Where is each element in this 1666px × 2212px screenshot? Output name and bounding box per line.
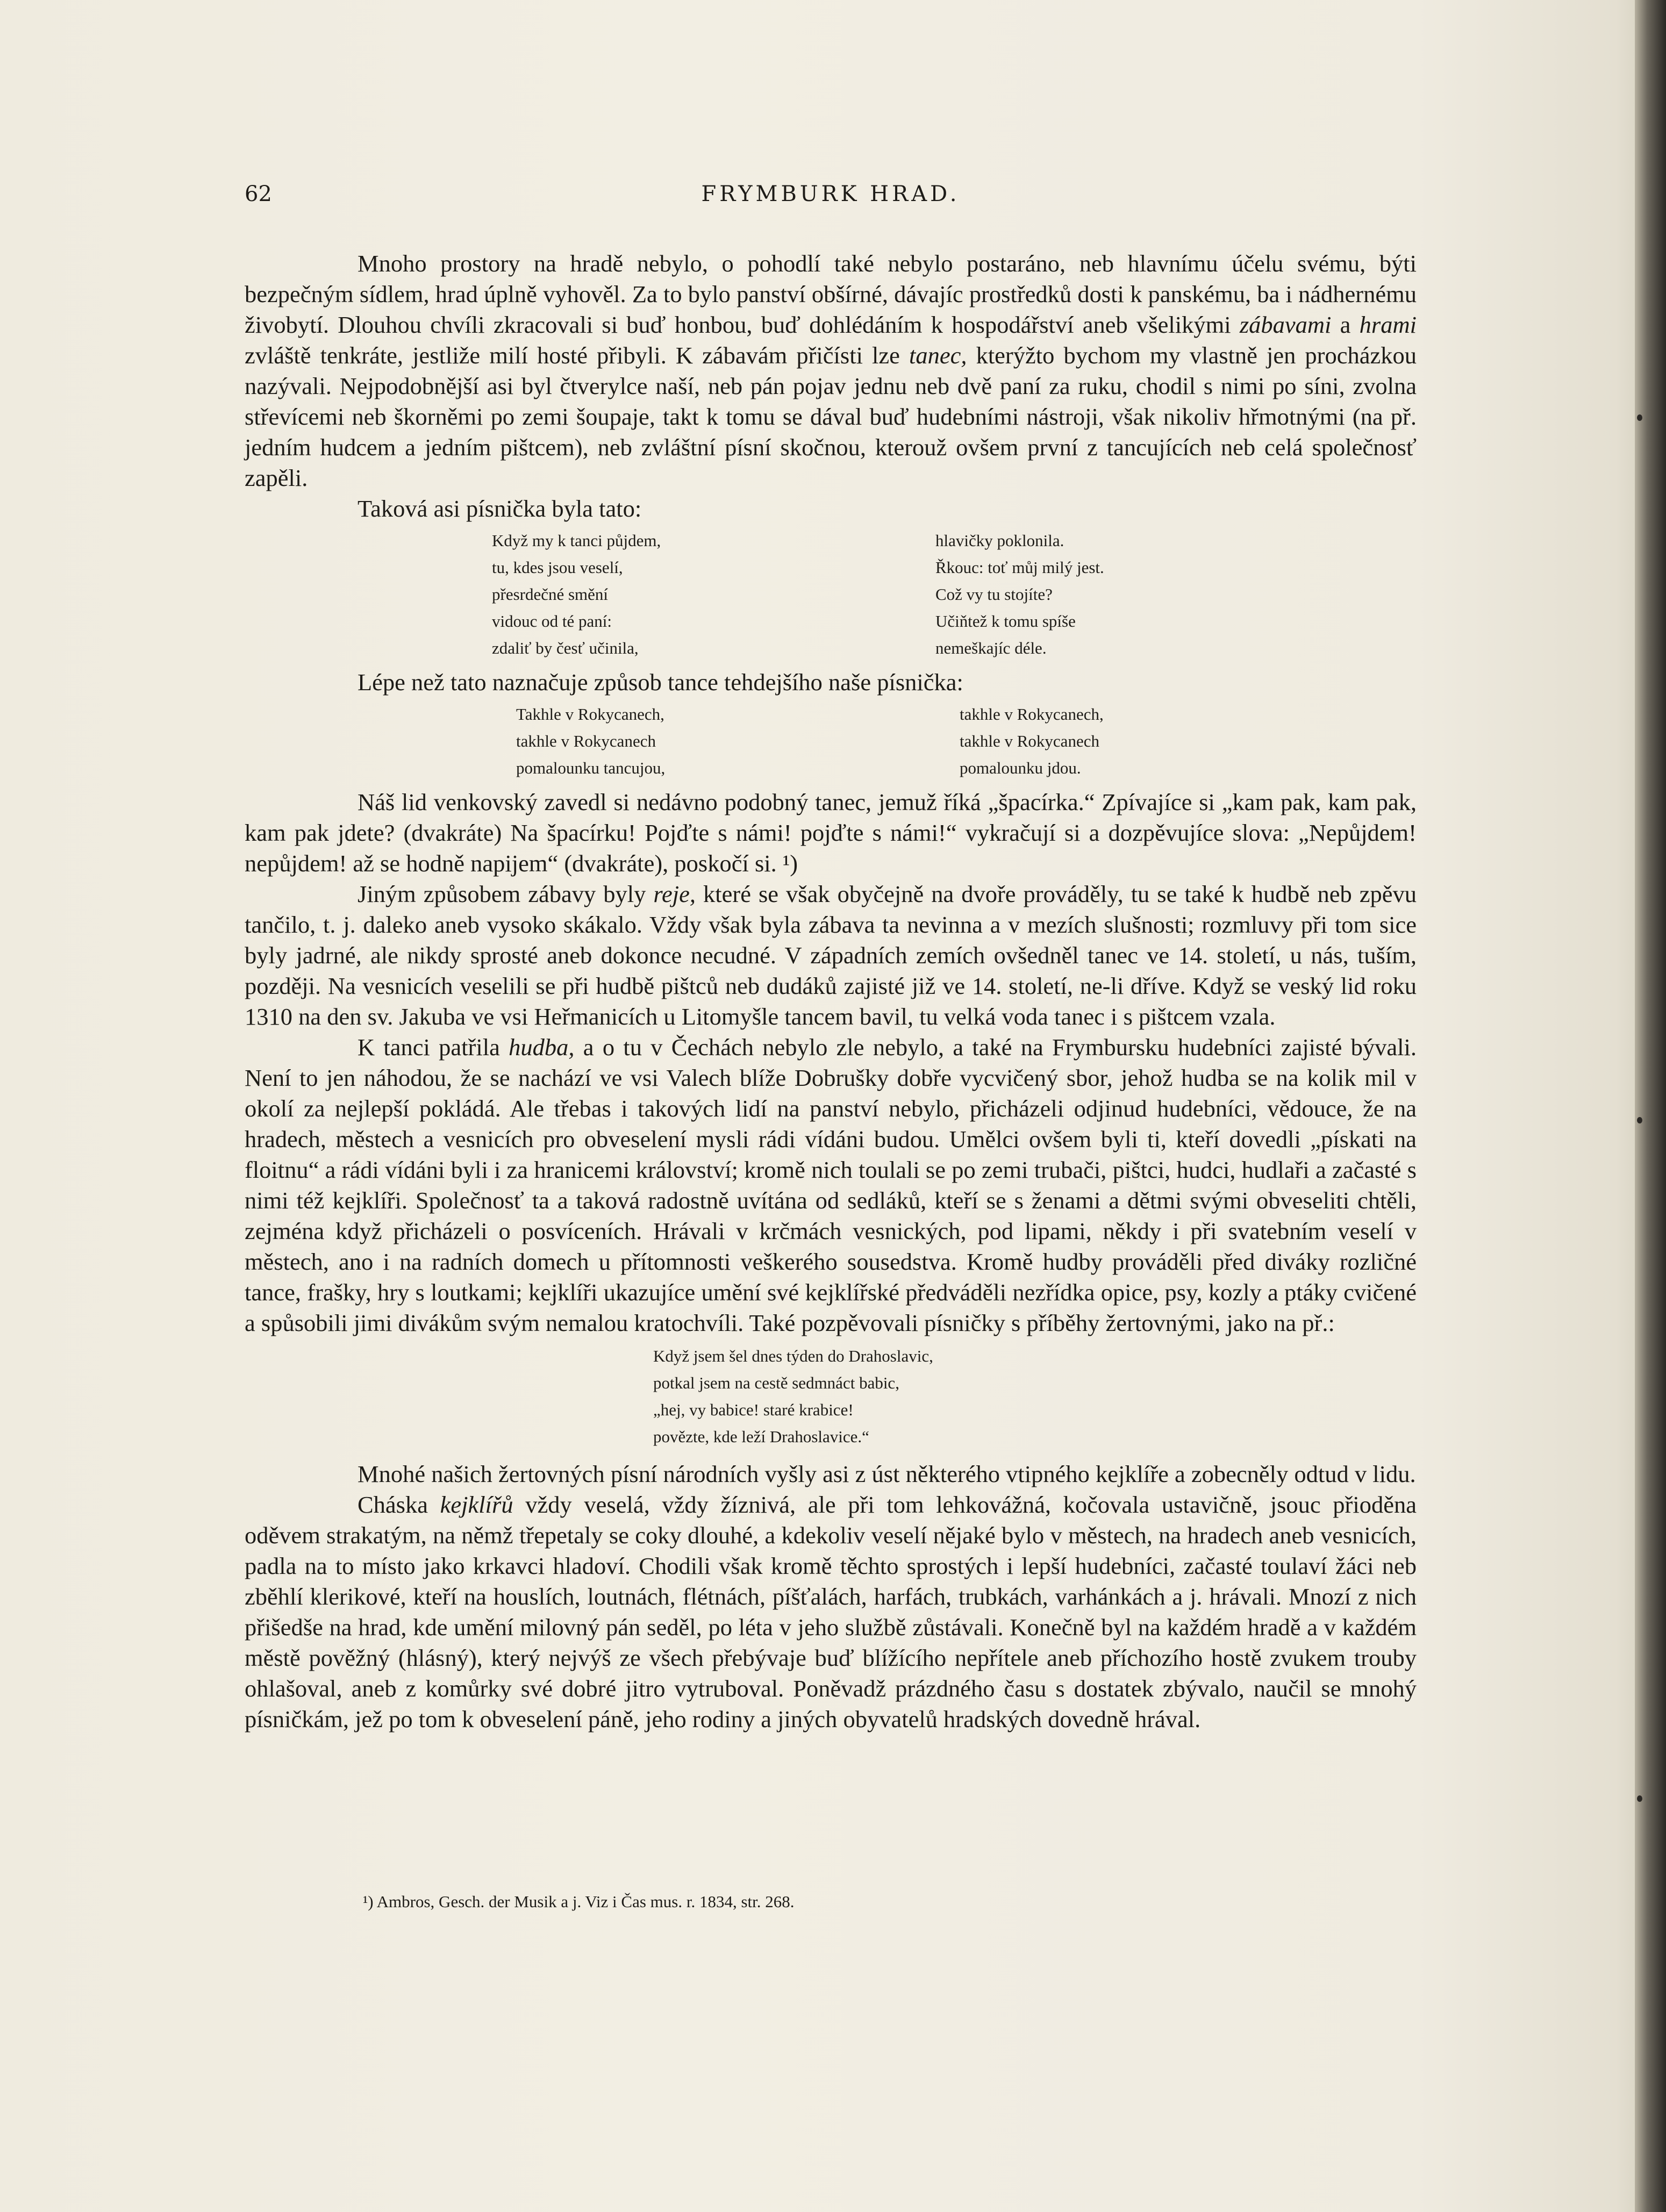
verse-line: Když my k tanci půjdem, [492,531,661,550]
emphasis: kejklířů [440,1491,513,1518]
page-number: 62 [245,182,272,206]
text-run: Cháska [357,1491,440,1518]
text-run: Jiným způsobem zábavy byly [357,880,654,907]
verse-column [492,527,935,662]
text-body [245,248,1417,1735]
emphasis: hrami [1359,311,1417,338]
verse-block [245,701,1417,782]
paragraph: Mnohé našich žertovných písní národních vyšly asi z úst některého vtipného kejklíře a zobecněly odtud v lidu. [357,1461,1416,1487]
verse-line: povězte, kde leží Drahoslavice.“ [653,1427,869,1446]
verse-line: Což vy tu stojíte? [935,585,1053,604]
verse-column [960,701,1104,782]
paragraph: Lépe než tato naznačuje způsob tance tehdejšího naše písnička: [357,669,963,696]
emphasis: zábavami [1239,311,1332,338]
text-run: zvláště tenkráte, jestliže milí hosté přibyli. K zábavám přičísti lze [245,342,909,369]
paragraph: Náš lid venkovský zavedl si nedávno podobný tanec, jemuž říká „špacírka.“ Zpívajíce si „kam pak, kam pak, kam pak jdete? (dvakráte) Na špacírku! Pojďte s námi! pojďte s námi!“ vykračují si a dozpěvujíce slova: „Nepůjdem! nepůjdem! až se hodně napijem“ (dvakráte), poskočí si. ¹) [245,789,1417,877]
footnote-text: Ambros, Gesch. der Musik a j. Viz i Čas mus. r. 1834, str. 268. [373,1892,795,1911]
paragraph [245,879,1417,1032]
text-run: vždy veselá, vždy žíznivá, ale při tom lehkovážná, kočovala ustavičně, jsouc přioděna oděvem strakatým, na němž třepetaly se coky dlouhé, a kdekoliv veselí nějaké bylo v městech, na hradech aneb vesnicích, padla na to místo jako krkavci hladoví. Chodili však kromě těchto sprostých i lepší hudebníci, začasté toulaví žáci neb zběhlí klerikové, kteří na houslích, loutnách, flétnách, píšťalách, harfách, trubkách, varhánkách a j. hrávali. Mnozí z nich přišedše na hrad, kde umění milovný pán seděl, po léta v jeho službě zůstávali. Konečně byl na každém hradě a v každém městě pověžný (hlásný), který nejvýš ze všech přebývaje buď blížícího nepřítele aneb příchozího hostě zvukem trouby ohlašoval, aneb z komůrky své dobré jitro vytruboval. Poněvadž prázdného času s dostatek zbývalo, naučil se mnohý písničkám, jež po tom k obveselení páně, jeho rodiny a jiných obyvatelů hradských dovedně hrával. [245,1491,1417,1733]
verse-line: zdaliť by česť učinila, [492,639,639,657]
margin-dot [1637,1795,1642,1802]
margin-dot [1637,1117,1642,1123]
text-run: a [1331,311,1360,338]
text-run: a o tu v Čechách nebylo zle nebylo, a také na Frymbursku hudebníci zajisté bývali. Není to jen náhodou, že se nachází ve vsi Valech blíže Dobrušky dobře vycvičený sbor, jehož hudba se na kolik mil v okolí za nejlepší pokládá. Ale třebas i takových lidí na panství nebylo, přicházeli odjinud hudebníci, vědouce, že na hradech, městech a vesnicích pro obveselení mysli rádi vídáni budou. Umělci ovšem byli ti, kteří dovedli „pískati na floitnu“ a rádi vídáni byli i za hranicemi království; kromě nich toulali se po zemi trubači, pištci, hudci, hudlaři a začasté s nimi též kejklíři. Společnosť ta a taková radostně uvítána od sedláků, kteří se s ženami a dětmi svými obveseliti chtěli, zejména když přicházeli o posvíceních. Hrávali v krčmách vesnických, pod lipami, někdy i při svatebním veselí v městech, ano i na radních domech u přítomnosti veškerého sousedstva. Kromě hudby prováděli před diváky rozličné tance, frašky, hry s loutkami; kejklíři ukazujíce umění své kejklířské předváděli nezřídka opice, psy, kozly a ptáky cvičené a spůsobili jimi divákům svým nemalou kratochvíli. Také pozpěvovali písničky s příběhy žertovnými, jako na př.: [245,1034,1417,1336]
verse-line: Když jsem šel dnes týden do Drahoslavic, [653,1347,933,1365]
footnote-mark: ¹) [363,1892,374,1911]
verse-block [245,527,1417,662]
verse-line: potkal jsem na cestě sedmnáct babic, [653,1373,899,1392]
text-run: Mnoho prostory na hradě nebylo, o pohodlí také nebylo postaráno, neb hlavnímu účelu svému, býti bezpečným sídlem, hrad úplně vyhověl. Za to bylo panství obšírné, dávajíc prostředků dosti k panskému, ba i nádhernému živobytí. Dlouhou chvíli zkracovali si buď honbou, buď dohlédáním k hospodářství aneb všelikými [245,250,1417,338]
verse-column [653,1343,933,1450]
verse-line: pomalounku jdou. [960,758,1081,777]
verse-block [245,1343,1417,1450]
text-run: které se však obyčejně na dvoře prováděly, tu se také k hudbě neb zpěvu tančilo, t. j. daleko aneb vysoko skákalo. Vždy však byla zábava ta nevinna a v mezích slušnosti; rozmluvy při tom sice byly jadrné, ale nikdy sprosté aneb dokonce necudné. V západních zemích ovšedněl tanec ve 14. století, u nás, tuším, později. Na vesnicích veselili se při hudbě pištců neb dudáků zajisté již ve 14. století, ne-li dříve. Když se veský lid roku 1310 na den sv. Jakuba ve vsi Heřmanicích u Litomyšle tancem bavil, tu velká voda tanec i s pištcem vzala. [245,880,1417,1030]
paragraph [245,1032,1417,1338]
verse-column [935,527,1104,662]
emphasis: tanec, [909,342,967,369]
paragraph: Taková asi písnička byla tato: [357,495,642,522]
text-run: kterýžto bychom my vlastně jen procházkou nazývali. Nejpodobnější asi byl čtverylce naší, neb pán pojav jednu neb dvě paní za ruku, chodil s nimi po síni, zvolna střevícemi neb škorněmi po zemi šoupaje, takt k tomu se dával buď hudebními nástroji, však nikoliv hřmotnými (na př. jedním hudcem a jedním pištcem), neb zvláštní písní skočnou, kterouž ovšem první z tancujících neb celá společnosť zapěli. [245,342,1417,491]
book-edge [1635,0,1666,2212]
verse-line: Takhle v Rokycanech, [516,705,664,724]
verse-line: Učiňtež k tomu spíše [935,612,1076,631]
verse-line: Řkouc: toť můj milý jest. [935,558,1104,577]
paragraph [245,248,1417,493]
emphasis: hudba, [509,1034,575,1061]
page-header [245,182,1417,219]
text-run: K tanci patřila [357,1034,509,1061]
verse-line: tu, kdes jsou veselí, [492,558,623,577]
verse-line: takhle v Rokycanech [516,732,656,750]
verse-line: přesrdečné smění [492,585,609,604]
verse-line: hlavičky poklonila. [935,531,1064,550]
verse-line: pomalounku tancujou, [516,758,666,777]
footnote [363,1892,795,1912]
verse-line: nemeškajíc déle. [935,639,1047,657]
paragraph [245,1490,1417,1735]
verse-line: takhle v Rokycanech [960,732,1099,750]
emphasis: reje, [653,880,696,907]
verse-line: vidouc od té paní: [492,612,612,631]
verse-column [516,701,960,782]
running-head: FRYMBURK HRAD. [701,182,960,206]
verse-line: takhle v Rokycanech, [960,705,1104,724]
margin-dot [1637,414,1642,421]
verse-line: „hej, vy babice! staré krabice! [653,1400,854,1419]
